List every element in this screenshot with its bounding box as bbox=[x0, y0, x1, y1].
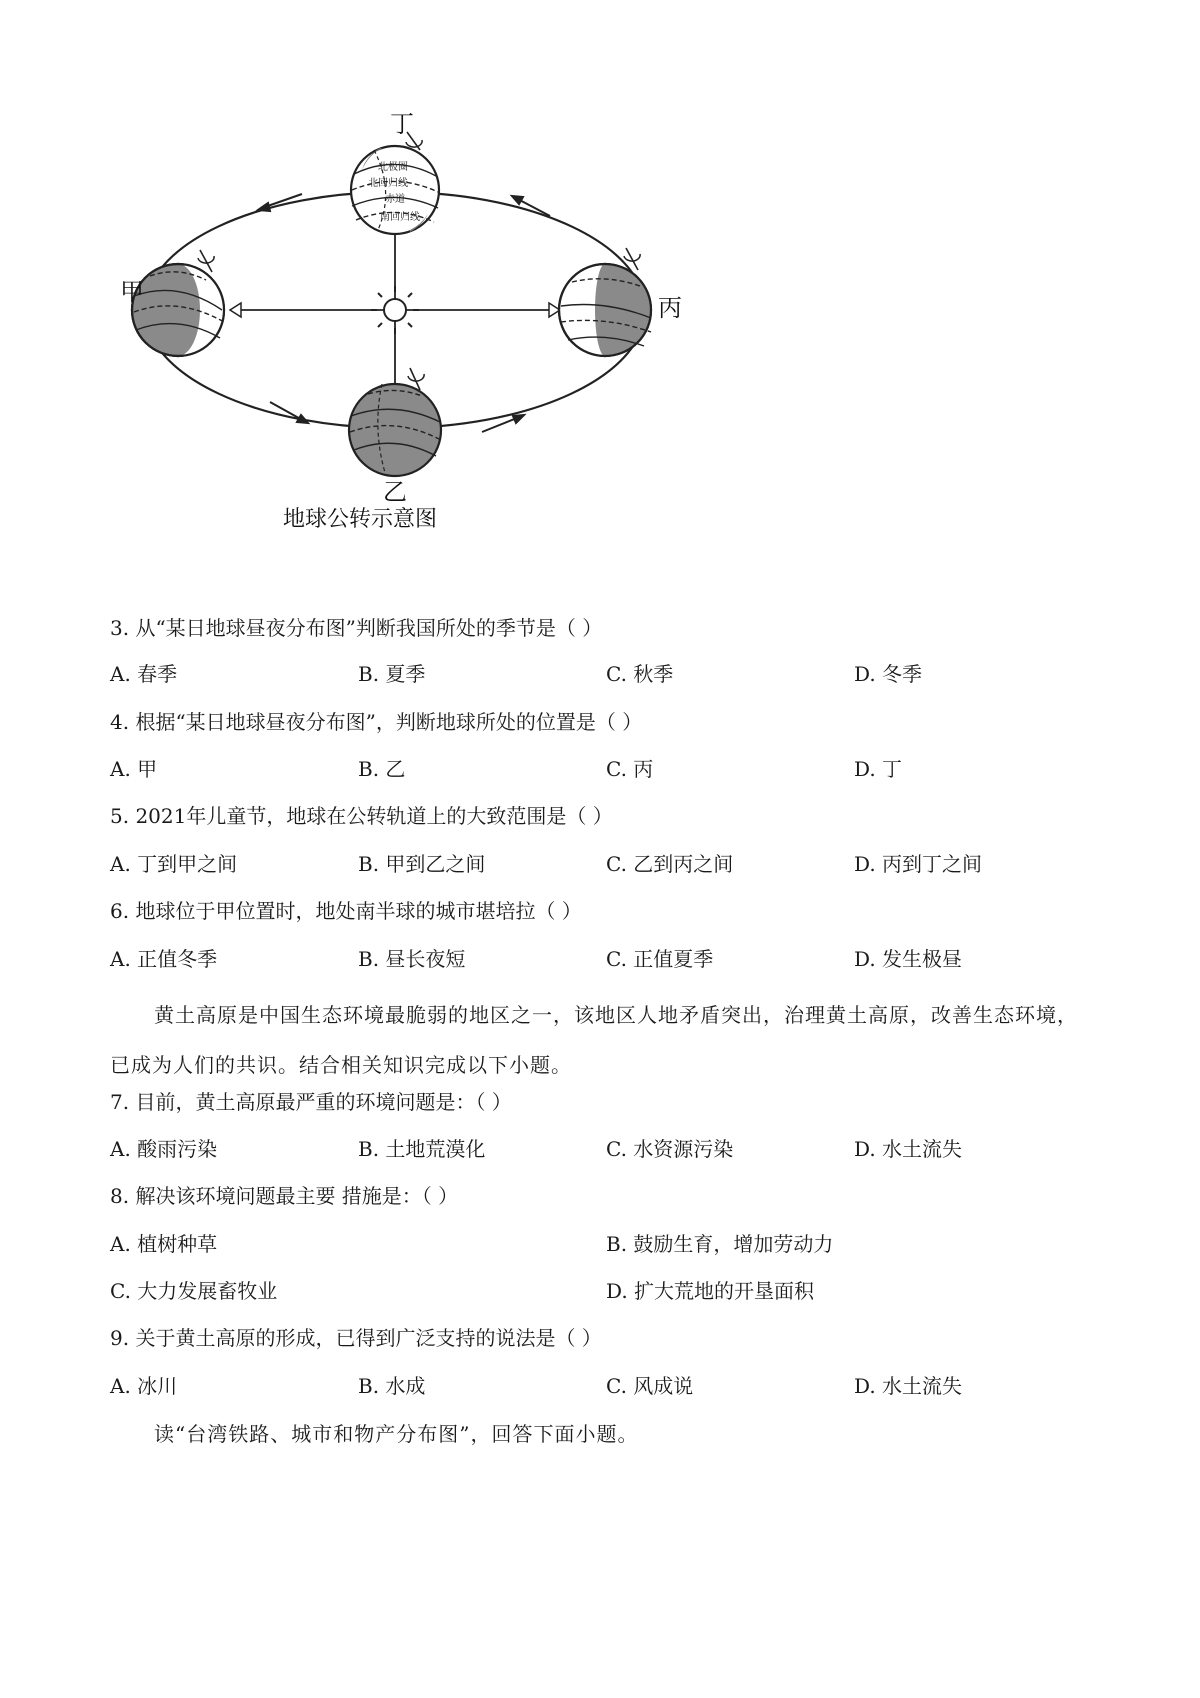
question-6-option-c[interactable]: C. 正值夏季 bbox=[606, 947, 714, 971]
lat-label-arctic-circle: 北极圈 bbox=[378, 162, 408, 173]
question-3-option-c[interactable]: C. 秋季 bbox=[606, 662, 674, 686]
label-bing: 丙 bbox=[658, 294, 682, 322]
question-7-option-b[interactable]: B. 土地荒漠化 bbox=[358, 1137, 486, 1161]
earth-revolution-diagram bbox=[110, 110, 750, 580]
question-7-option-a[interactable]: A. 酸雨污染 bbox=[110, 1137, 218, 1161]
diagram-caption: 地球公转示意图 bbox=[282, 507, 438, 532]
question-3-option-d[interactable]: D. 冬季 bbox=[854, 662, 923, 686]
question-8-option-c[interactable]: C. 大力发展畜牧业 bbox=[110, 1279, 278, 1303]
question-6-stem: 6. 地球位于甲位置时，地处南半球的城市堪培拉（ ） bbox=[110, 899, 582, 923]
earth-jia bbox=[132, 250, 224, 356]
lat-label-tropic-capricorn: 南回归线 bbox=[380, 212, 420, 223]
question-5-option-d[interactable]: D. 丙到丁之间 bbox=[854, 852, 983, 876]
question-8-stem: 8. 解决该环境问题最主要 措施是：（ ） bbox=[110, 1184, 459, 1208]
question-7-option-c[interactable]: C. 水资源污染 bbox=[606, 1137, 734, 1161]
label-yi: 乙 bbox=[383, 478, 407, 506]
label-jia: 甲 bbox=[120, 278, 144, 306]
question-9-option-c[interactable]: C. 风成说 bbox=[606, 1374, 694, 1398]
lat-label-tropic-cancer: 北回归线 bbox=[368, 178, 408, 189]
question-4-option-d[interactable]: D. 丁 bbox=[854, 757, 903, 781]
question-3-stem: 3. 从“某日地球昼夜分布图”判断我国所处的季节是（ ） bbox=[110, 616, 603, 640]
question-5-option-c[interactable]: C. 乙到丙之间 bbox=[606, 852, 734, 876]
question-7-stem: 7. 目前，黄土高原最严重的环境问题是：（ ） bbox=[110, 1090, 512, 1114]
question-5-option-b[interactable]: B. 甲到乙之间 bbox=[358, 852, 486, 876]
question-8-option-b[interactable]: B. 鼓励生育，增加劳动力 bbox=[606, 1232, 834, 1256]
question-5-option-a[interactable]: A. 丁到甲之间 bbox=[110, 852, 238, 876]
question-5-stem: 5. 2021年儿童节，地球在公转轨道上的大致范围是（ ） bbox=[110, 804, 613, 828]
question-3-option-b[interactable]: B. 夏季 bbox=[358, 662, 426, 686]
question-9-option-b[interactable]: B. 水成 bbox=[358, 1374, 426, 1398]
question-3-option-a[interactable]: A. 春季 bbox=[110, 662, 178, 686]
question-4-option-c[interactable]: C. 丙 bbox=[606, 757, 654, 781]
question-9-stem: 9. 关于黄土高原的形成，已得到广泛支持的说法是（ ） bbox=[110, 1326, 602, 1350]
question-9-option-d[interactable]: D. 水土流失 bbox=[854, 1374, 963, 1398]
question-7-option-d[interactable]: D. 水土流失 bbox=[854, 1137, 963, 1161]
earth-ding bbox=[351, 132, 439, 234]
lat-label-equator: 赤道 bbox=[385, 194, 405, 205]
earth-bing bbox=[559, 248, 651, 356]
question-6-option-a[interactable]: A. 正值冬季 bbox=[110, 947, 218, 971]
earth-yi bbox=[349, 368, 441, 476]
passage-loess-plateau: 黄土高原是中国生态环境最脆弱的地区之一，该地区人地矛盾突出，治理黄土高原，改善生态环境，已成为人们的共识。结合相关知识完成以下小题。 bbox=[110, 1003, 1078, 1077]
question-4-option-a[interactable]: A. 甲 bbox=[110, 757, 158, 781]
question-6-option-d[interactable]: D. 发生极昼 bbox=[854, 947, 963, 971]
question-9-option-a[interactable]: A. 冰川 bbox=[110, 1374, 178, 1398]
question-8-option-d[interactable]: D. 扩大荒地的开垦面积 bbox=[606, 1279, 815, 1303]
question-4-option-b[interactable]: B. 乙 bbox=[358, 757, 406, 781]
question-6-option-b[interactable]: B. 昼长夜短 bbox=[358, 947, 466, 971]
passage-taiwan-map: 读“台湾铁路、城市和物产分布图”，回答下面小题。 bbox=[154, 1422, 639, 1446]
arrowhead-left bbox=[230, 303, 241, 317]
question-8-option-a[interactable]: A. 植树种草 bbox=[110, 1232, 218, 1256]
question-4-stem: 4. 根据“某日地球昼夜分布图”，判断地球所处的位置是（ ） bbox=[110, 710, 643, 734]
label-ding: 丁 bbox=[390, 110, 414, 138]
